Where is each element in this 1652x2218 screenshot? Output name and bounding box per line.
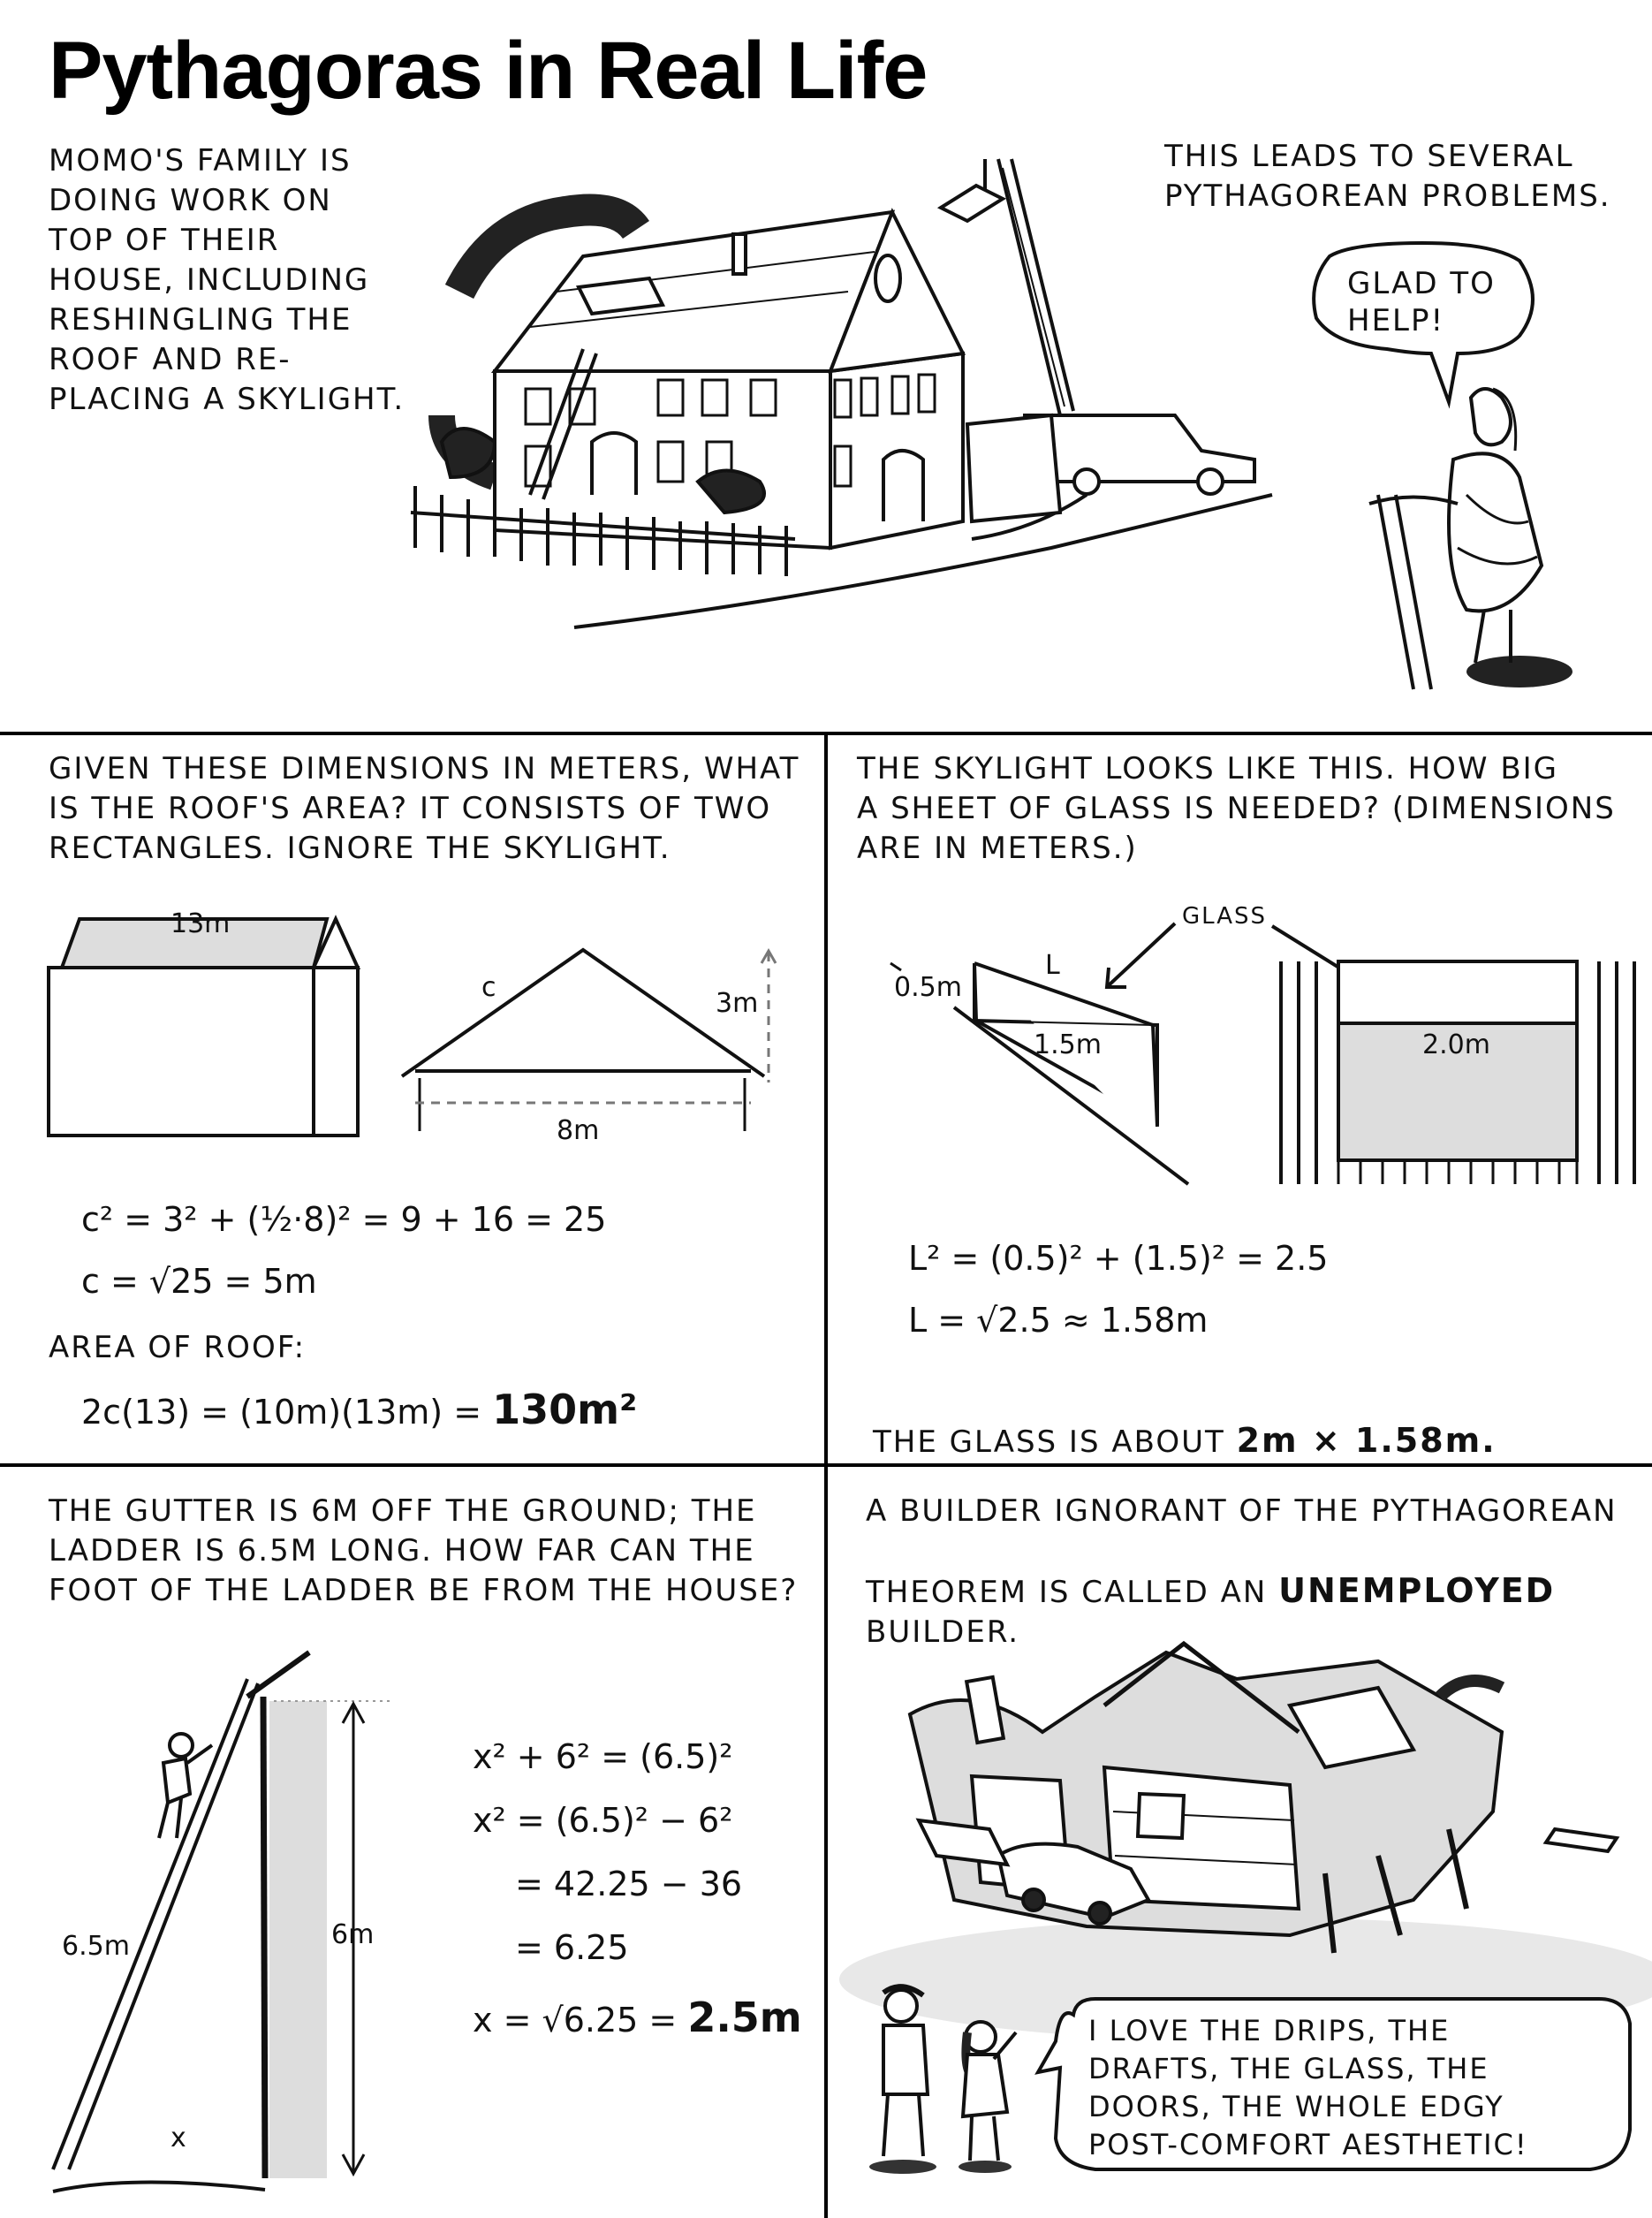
house-side-wall (314, 968, 358, 1136)
skylight-l-label: L (1045, 950, 1060, 981)
ladder-length-label: 6.5m (62, 1931, 130, 1962)
roof-equation-2: c = √25 = 5m (81, 1262, 317, 1301)
roof-diagram (49, 919, 776, 1136)
skylight-top-frame (1338, 961, 1577, 1023)
glass-label: GLASS (1182, 903, 1268, 930)
house-wall (263, 1697, 265, 2178)
page-title: Pythagoras in Real Life (49, 26, 928, 116)
ground (53, 2182, 265, 2191)
intro-narration: MOMO'S FAMILY IS DOING WORK ON TOP OF THEIR HOUSE, INCLUDING RESHINGLING THE ROOF AND RE- PLACING A SKYLIGHT. (49, 143, 405, 417)
roof-height-label: 3m (716, 988, 759, 1019)
roof-equation-1: c² = 3² + (½·8)² = 9 + 16 = 25 (81, 1200, 607, 1239)
pythagoras-speech: GLAD TO HELP! (1347, 266, 1496, 338)
skylight-run-label: 1.5m (1034, 1029, 1102, 1060)
skylight-equation-2: L = √2.5 ≈ 1.58m (908, 1301, 1209, 1340)
ladder-answer: 2.5m (687, 1994, 802, 2041)
builder-caption-line-1: A BUILDER IGNORANT OF THE PYTHAGOREAN (866, 1493, 1618, 1529)
ladder-equation-4: = 6.25 (515, 1928, 629, 1967)
ladder-equation-5 (473, 1994, 802, 2041)
wall-height-label: 6m (331, 1919, 375, 1950)
skylight-width-label: 2.0m (1422, 1029, 1490, 1060)
roof-triangle (402, 950, 764, 1076)
skylight-short-side-label: 0.5m (894, 972, 962, 1003)
roof-length-label: 13m (171, 908, 231, 939)
skylight-result (873, 1381, 1497, 1462)
roof-slope-label: c (481, 972, 496, 1003)
builder-caption-line-2 (866, 1531, 1652, 1652)
roof-equation-3 (81, 1386, 637, 1433)
ladder-equation-1: x² + 6² = (6.5)² (473, 1737, 733, 1776)
skylight-equation-1: L² = (0.5)² + (1.5)² = 2.5 (908, 1239, 1329, 1278)
ladder-question: THE GUTTER IS 6M OFF THE GROUND; THE LADDER IS 6.5M LONG. HOW FAR CAN THE FOOT OF THE LADDER BE FROM THE HOUSE? (49, 1493, 799, 1608)
house-illustration (411, 159, 1272, 627)
skylight-question: THE SKYLIGHT LOOKS LIKE THIS. HOW BIG A SHEET OF GLASS IS NEEDED? (DIMENSIONS ARE IN METERS.) (857, 751, 1616, 866)
skylight-result-value: 2m × 1.58m. (1236, 1421, 1497, 1460)
ladder-rail-inner (69, 1683, 258, 2169)
skylight-diagram (890, 923, 1634, 1184)
ladder-equation-3: = 42.25 − 36 (515, 1865, 743, 1903)
builder-caption-prefix: THEOREM IS CALLED AN (866, 1575, 1279, 1610)
builder-caption-suffix: BUILDER. (866, 1614, 1020, 1650)
builder-caption-emphasis: UNEMPLOYED (1278, 1571, 1556, 1610)
house-front-wall (49, 968, 314, 1136)
ladder-rail (53, 1679, 247, 2169)
ladder-distance-label: x (171, 2123, 186, 2153)
ladder-final-calculation: x = √6.25 = (473, 2001, 688, 2039)
intro-caption: THIS LEADS TO SEVERAL PYTHAGOREAN PROBLEMS. (1164, 139, 1611, 214)
crooked-house-illustration (839, 1644, 1652, 2041)
roof-area-calculation: 2c(13) = (10m)(13m) = (81, 1393, 493, 1432)
skylight-result-prefix: THE GLASS IS ABOUT (873, 1424, 1237, 1460)
roof-width-label: 8m (557, 1115, 600, 1146)
roof-area-label: AREA OF ROOF: (49, 1330, 307, 1365)
ladder-equation-2: x² = (6.5)² − 6² (473, 1801, 733, 1840)
pythagoras-character (1369, 389, 1572, 689)
kid-speech: I LOVE THE DRIPS, THE DRAFTS, THE GLASS, THE DOORS, THE WHOLE EDGY POST-COMFORT AESTHETIC! (1088, 2014, 1528, 2161)
roof-question: GIVEN THESE DIMENSIONS IN METERS, WHAT IS THE ROOF'S AREA? IT CONSISTS OF TWO RECTANGLES. IGNORE THE SKYLIGHT. (49, 751, 800, 866)
wall-shadow (269, 1701, 327, 2178)
roof-area-answer: 130m² (492, 1386, 638, 1433)
